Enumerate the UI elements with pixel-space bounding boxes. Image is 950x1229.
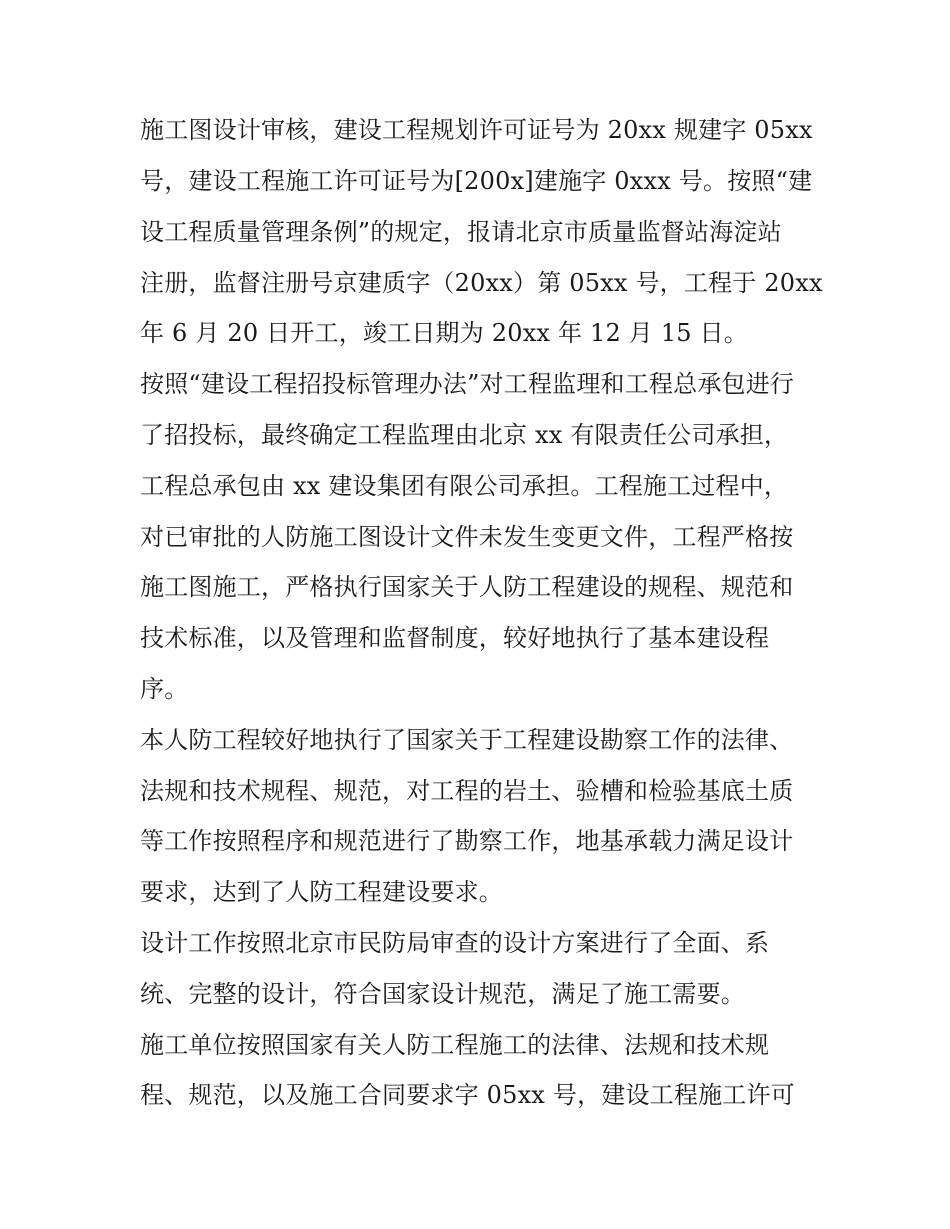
text-line: 施工图施工，严格执行国家关于人防工程建设的规程、规范和	[140, 573, 794, 601]
text-line: 注册，监督注册号京建质字（20xx）第 05xx 号，工程于 20xx	[140, 269, 823, 297]
text-line: 号，建设工程施工许可证号为[200x]建施字 0xxx 号。按照“建	[140, 167, 813, 195]
text-line: 按照“建设工程招投标管理办法”对工程监理和工程总承包进行	[140, 370, 795, 398]
text-line: 序。	[140, 675, 189, 703]
text-line: 工程总承包由 xx 建设集团有限公司承担。工程施工过程中，	[140, 472, 789, 500]
text-line: 要求，达到了人防工程建设要求。	[140, 878, 503, 906]
text-line: 法规和技术规程、规范，对工程的岩土、验槽和检验基底土质	[140, 777, 794, 805]
text-line: 统、完整的设计，符合国家设计规范，满足了施工需要。	[140, 980, 745, 1008]
text-line: 程、规范，以及施工合同要求字 05xx 号，建设工程施工许可	[140, 1081, 795, 1109]
text-line: 了招投标，最终确定工程监理由北京 xx 有限责任公司承担，	[140, 421, 789, 449]
text-line: 施工图设计审核，建设工程规划许可证号为 20xx 规建字 05xx	[140, 116, 813, 144]
text-line: 施工单位按照国家有关人防工程施工的法律、法规和技术规	[140, 1031, 770, 1059]
text-line: 等工作按照程序和规范进行了勘察工作，地基承载力满足设计	[140, 827, 794, 855]
text-line: 本人防工程较好地执行了国家关于工程建设勘察工作的法律、	[140, 726, 794, 754]
text-line: 年 6 月 20 日开工，竣工日期为 20xx 年 12 月 15 日。	[140, 319, 748, 347]
text-line: 对已审批的人防施工图设计文件未发生变更文件，工程严格按	[140, 523, 794, 551]
text-line: 设计工作按照北京市民防局审查的设计方案进行了全面、系	[140, 929, 770, 957]
text-line: 技术标准，以及管理和监督制度，较好地执行了基本建设程	[140, 624, 770, 652]
text-line: 设工程质量管理条例”的规定，报请北京市质量监督站海淀站	[140, 218, 782, 246]
